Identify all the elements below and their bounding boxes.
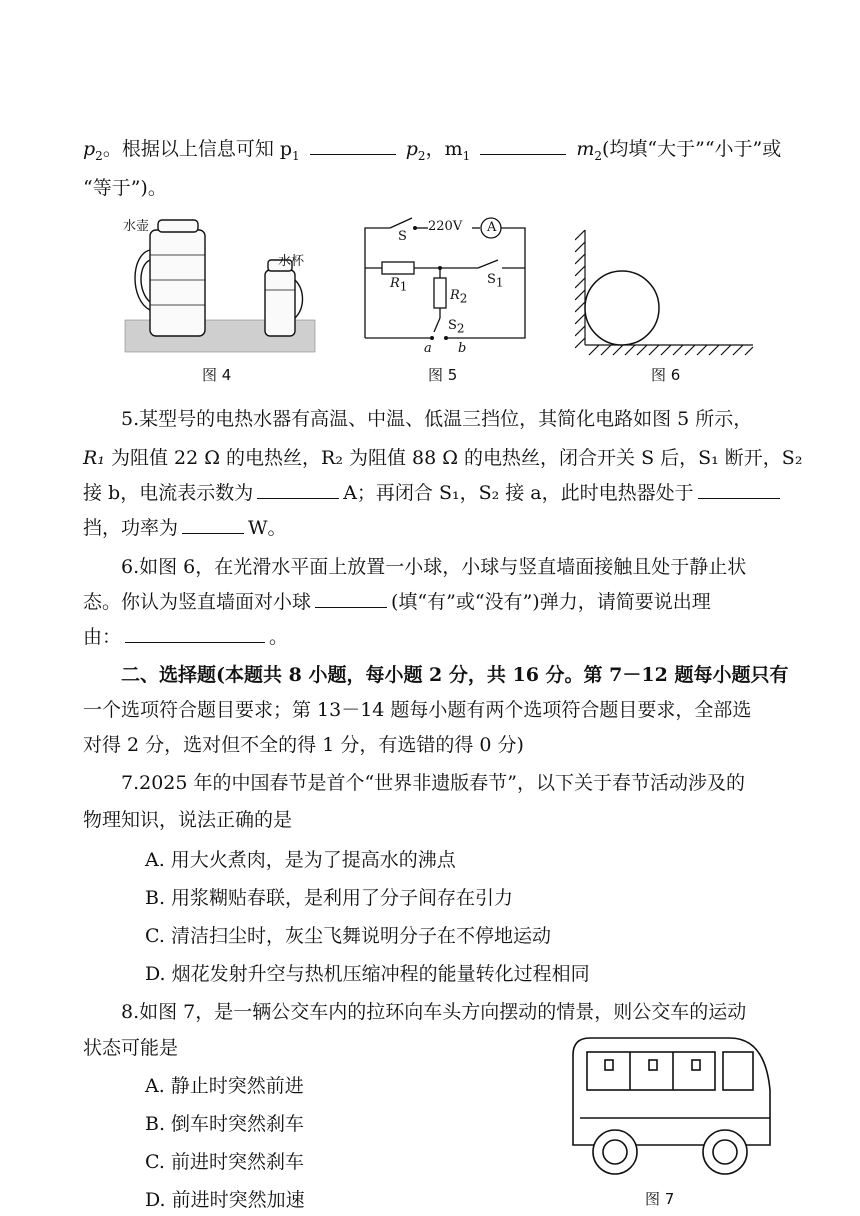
figure-5 bbox=[360, 210, 530, 384]
q8-line2: 状态可能是 bbox=[83, 1037, 179, 1059]
section-2-line3: 对得 2 分，选对但不全的得 1 分，有选错的得 0 分) bbox=[83, 734, 524, 756]
cup-label: 水杯 bbox=[278, 254, 305, 269]
q5-line2: R₁ 为阻值 22 Ω 的电热丝，R₂ 为阻值 88 Ω 的电热丝，闭合开关 S 后，S₁ 断开，S₂ bbox=[83, 447, 803, 469]
q8-option-d[interactable]: D. 前进时突然加速 bbox=[145, 1189, 305, 1211]
q5-line3: 接 b，电流表示数为 A；再闭合 S₁，S₂ 接 a，此时电热器处于 bbox=[83, 478, 784, 505]
switch-s2-label: $S_2$ bbox=[448, 318, 465, 336]
figure-7 bbox=[565, 1030, 775, 1212]
ammeter-label: A bbox=[487, 220, 497, 235]
q7-line1: 7.2025 年的中国春节是首个“世界非遗版春节”，以下关于春节活动涉及的 bbox=[121, 772, 745, 794]
kettle-label: 水壶 bbox=[123, 219, 150, 234]
figure-4 bbox=[120, 210, 320, 384]
q7-line2: 物理知识，说法正确的是 bbox=[83, 809, 293, 831]
q5-line1: 5.某型号的电热水器有高温、中温、低温三挡位，其简化电路如图 5 所示， bbox=[121, 408, 753, 430]
q7-option-c[interactable]: C. 清洁扫尘时，灰尘飞舞说明分子在不停地运动 bbox=[145, 925, 551, 947]
q5-line4: 挡，功率为 W。 bbox=[83, 517, 287, 539]
section-2-line1: 二、选择题(本题共 8 小题，每小题 2 分，共 16 分。第 7－12 题每小题只有 bbox=[121, 664, 789, 686]
section-2-line2: 一个选项符合题目要求；第 13－14 题每小题有两个选项符合题目要求，全部选 bbox=[83, 699, 752, 721]
q6-blank-force[interactable] bbox=[315, 589, 387, 608]
kettle-cup-illustration bbox=[120, 210, 320, 360]
r2-label: $R_2$ bbox=[450, 288, 468, 306]
figure-4-caption: 图 4 bbox=[202, 366, 232, 384]
q8-option-b[interactable]: B. 倒车时突然刹车 bbox=[145, 1113, 305, 1135]
q6-line1: 6.如图 6，在光滑水平面上放置一小球，小球与竖直墙面接触且处于静止状 bbox=[121, 556, 747, 578]
q7-option-a[interactable]: A. 用大火煮肉，是为了提高水的沸点 bbox=[145, 849, 456, 871]
q4-line2: “等于”)。 bbox=[83, 177, 167, 199]
q7-option-b[interactable]: B. 用浆糊贴春联，是利用了分子间存在引力 bbox=[145, 887, 514, 909]
q4-line1: $p_2$。根据以上信息可知 $p_1$ $p_2$，$m_1$ $m_2$(均填“大于”“小于”或 bbox=[83, 138, 782, 163]
q6-line3: 由： 。 bbox=[83, 626, 289, 648]
figure-5-caption: 图 5 bbox=[428, 366, 458, 384]
q5-blank-power[interactable] bbox=[182, 515, 244, 534]
q5-blank-mode[interactable] bbox=[698, 480, 780, 499]
bus-illustration bbox=[565, 1030, 775, 1190]
switch-s1-label: $S_1$ bbox=[487, 272, 504, 290]
ball-wall-illustration bbox=[575, 225, 755, 360]
q6-blank-reason[interactable] bbox=[125, 624, 265, 643]
q4-blank-1[interactable] bbox=[310, 136, 396, 155]
q8-option-c[interactable]: C. 前进时突然刹车 bbox=[145, 1151, 304, 1173]
figure-7-caption: 图 7 bbox=[645, 1190, 675, 1208]
q7-option-d[interactable]: D. 烟花发射升空与热机压缩冲程的能量转化过程相同 bbox=[145, 963, 590, 985]
q8-line1: 8.如图 7，是一辆公交车内的拉环向车头方向摆动的情景，则公交车的运动 bbox=[121, 1001, 747, 1023]
voltage-label: 220V bbox=[428, 219, 463, 234]
figure-6-caption: 图 6 bbox=[651, 366, 681, 384]
r1-label: $R_1$ bbox=[390, 276, 408, 294]
q4-blank-2[interactable] bbox=[480, 136, 566, 155]
q6-line2: 态。你认为竖直墙面对小球 (填“有”或“没有”)弹力，请简要说出理 bbox=[83, 591, 711, 613]
figure-6 bbox=[575, 225, 755, 384]
switch-s-label: S bbox=[398, 229, 407, 244]
q5-blank-current[interactable] bbox=[257, 480, 339, 499]
terminal-b-label: b bbox=[458, 341, 467, 356]
q8-option-a[interactable]: A. 静止时突然前进 bbox=[145, 1075, 304, 1097]
terminal-a-label: a bbox=[424, 341, 432, 356]
